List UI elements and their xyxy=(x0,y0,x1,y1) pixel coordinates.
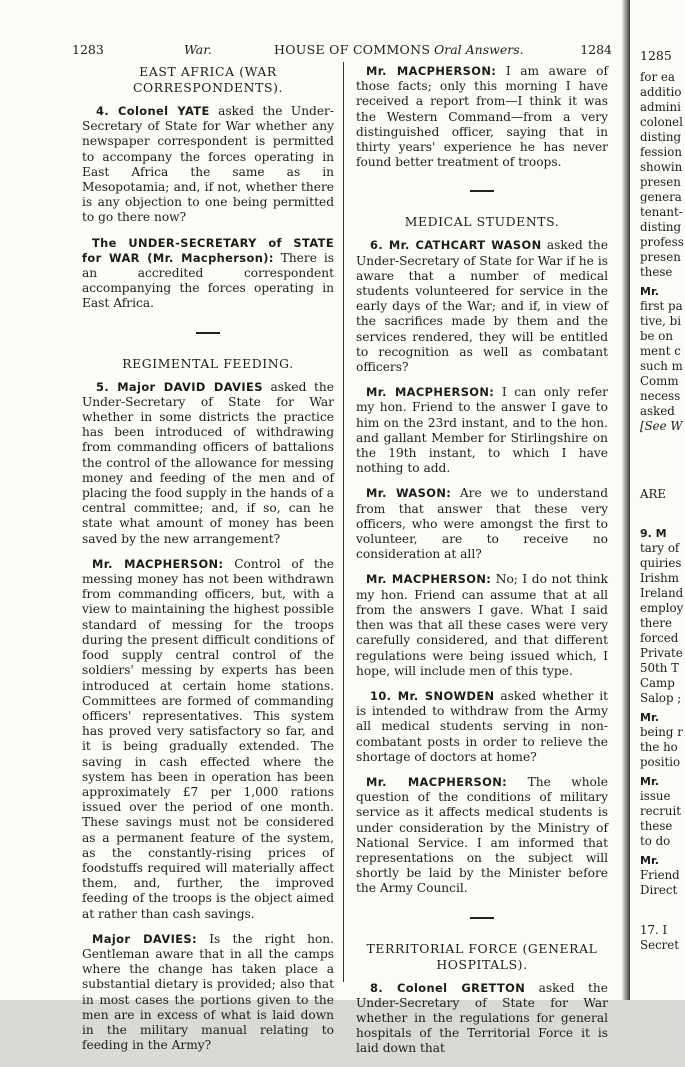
next-page-line: quiries xyxy=(640,556,682,570)
next-page-line: Private xyxy=(640,646,683,660)
next-page-number: 1285 xyxy=(640,48,672,63)
speaker-name: Mr. MACPHERSON: xyxy=(366,774,508,789)
next-page-line: Secret xyxy=(640,938,680,952)
paragraph-text: There is an accredited correspondent accompanying the forces operating in East Africa. xyxy=(82,250,334,311)
next-page-line: for ea xyxy=(640,70,675,84)
paragraph-text: The whole question of the conditions of military service as it affects medical students is under consideration by the Ministry of National Service. I am informed that representations on the subject will shortly be laid by the Minister before the Army Council. xyxy=(356,774,608,896)
paragraph-text: asked the Under-Secretary of State for War whether any newspaper correspondent is permitted to accompany the forces operating in East Africa the same as in Mesopotamia; and, if not, whether there is any objection to one being permitted to go there now? xyxy=(82,104,334,225)
running-title-oral: Oral Answers. xyxy=(434,42,524,57)
paragraph-text: Are we to understand from that answer that these very officers, who were amongst the first to volunteer, are to receive no consideration at all? xyxy=(356,486,608,562)
speaker-name: 4. Colonel YATE xyxy=(96,104,210,118)
question-paragraph xyxy=(356,981,608,1057)
next-page-line: being r xyxy=(640,725,683,739)
section-rule xyxy=(196,332,220,334)
next-page-line: Mr. xyxy=(640,854,659,867)
answer-paragraph xyxy=(356,385,608,476)
page-number-left: 1283 xyxy=(72,42,104,57)
next-page-line: Comm xyxy=(640,374,679,388)
next-page-line: Mr. xyxy=(640,775,659,788)
running-title-war: War. xyxy=(184,42,212,57)
next-page-line: 17. I xyxy=(640,923,668,937)
paragraph-text: asked the Under-Secretary of State for War whether in some districts the practice has been introduced of withdrawing from commanding officers of battalions the control of the allowance for messing money and feeding of the men and of placing the food supply in the hands of a central committee; and, if so, can he state what amount of money has been saved by the new arrangement? xyxy=(82,379,334,546)
section-heading: MEDICAL STUDENTS. xyxy=(404,214,560,230)
next-page-line: these xyxy=(640,265,673,279)
next-page-line: genera xyxy=(640,190,682,204)
speaker-name: 5. Major DAVID DAVIES xyxy=(96,379,263,394)
answer-paragraph xyxy=(82,557,334,922)
next-page-fragment xyxy=(630,0,685,1000)
next-page-line: 9. M xyxy=(640,527,667,540)
next-page-line: additio xyxy=(640,85,682,99)
next-page-line: profess xyxy=(640,235,684,249)
paragraph-text: Control of the messing money has not been withdrawn from commanding officers, but, with a view to maintaining the highest possible standard of messing for the troops during the present difficult conditions of food supply central control of the soldiers' messing by experts has been introduced at certain home stations. Committees are formed of commanding officers' representatives. This system has proved very satisfactory so far, and it is being gradually extended. The saving in cash effected where the system has been in operation has been approximately £7 per 1,000 rations issued over the period of one month. These savings must not be considered as a permanent feature of the system, as the constantly-rising prices of foodstuffs required will materially affect them, and, further, the improved feeding of the troops is the object aimed at rather than cash savings. xyxy=(82,556,335,921)
next-page-line: presen xyxy=(640,250,681,264)
paragraph-text: I can only refer my hon. Friend to the answer I gave to him on the 23rd instant, and to the hon. and gallant Member for Stirlingshire on the 19th instant, to which I have nothing to add. xyxy=(356,385,609,476)
next-page-line: be on xyxy=(640,329,673,343)
paragraph-text: asked the Under-Secretary of State for War if he is aware that a number of medical students volunteered for service in the early days of the War; and if, in view of the sacrifices made by them and the services rendered, they will be entitled to recognition as well as combatant officers? xyxy=(356,238,608,375)
answer-paragraph xyxy=(356,572,608,678)
next-page-line: there xyxy=(640,616,672,630)
question-paragraph xyxy=(82,104,334,226)
next-page-line: disting xyxy=(640,220,682,234)
speaker-name: Mr. MACPHERSON: xyxy=(366,385,495,400)
question-paragraph xyxy=(356,238,608,375)
answer-paragraph xyxy=(356,64,608,170)
next-page-line: to do xyxy=(640,834,671,848)
right-column xyxy=(356,64,608,1067)
next-page-line: Direct xyxy=(640,883,678,897)
question-paragraph xyxy=(356,689,608,765)
paragraph-text: I am aware of those facts; only this morning I have received a report from—I think it was the Western Command—from a very distinguished officer, saying that in thirty years' experience he has never found better treatment of troops. xyxy=(356,64,608,170)
speaker-name: The UNDER-SECRETARY of STATE for WAR (Mr. Macpherson): xyxy=(82,235,334,265)
answer-paragraph xyxy=(356,775,608,897)
column-divider xyxy=(343,62,344,982)
next-page-line: Mr. xyxy=(640,285,659,298)
section-heading: EAST AFRICA (WAR CORRESPONDENTS). xyxy=(132,64,284,95)
paragraph-text: asked the Under-Secretary of State for War whether in the regulations for general hospitals of the Territorial Force it is laid down that xyxy=(356,980,608,1056)
next-page-line: presen xyxy=(640,175,681,189)
left-column xyxy=(82,64,334,1063)
next-page-line: first pa xyxy=(640,299,683,313)
next-page-line: recruit xyxy=(640,804,681,818)
speaker-name: Mr. MACPHERSON: xyxy=(366,64,497,78)
paragraph-text: No; I do not think my hon. Friend can assume that at all from the answers I gave. What I said then was that all these cases were very carefully considered, and that different regulations were being issued which, I hope, will include men of this type. xyxy=(356,572,609,678)
section-heading: REGIMENTAL FEEDING. xyxy=(122,355,294,371)
speaker-name: 6. Mr. CATHCART WASON xyxy=(370,238,542,253)
section-rule xyxy=(470,190,494,192)
next-page-line: Irishm xyxy=(640,571,679,585)
next-page-line: Mr. xyxy=(640,711,659,724)
next-page-line: ARE xyxy=(640,487,667,501)
next-page-line: issue xyxy=(640,789,671,803)
next-page-line: showin xyxy=(640,160,683,174)
running-title-house: HOUSE OF COMMONS xyxy=(274,42,431,57)
next-page-line: necess xyxy=(640,389,681,403)
next-page-line: Friend xyxy=(640,868,680,882)
next-page-line: tenant- xyxy=(640,205,683,219)
next-page-line: admini xyxy=(640,100,681,114)
next-page-line: fession xyxy=(640,145,682,159)
next-page-line: disting xyxy=(640,130,682,144)
next-page-line: Camp xyxy=(640,676,675,690)
next-page-line: 50th T xyxy=(640,661,679,675)
speaker-name: Mr. WASON: xyxy=(366,486,452,501)
next-page-line: such m xyxy=(640,359,683,373)
next-page-line: forced xyxy=(640,631,679,645)
question-paragraph xyxy=(82,380,334,547)
paragraph-text: Is the right hon. Gentleman aware that in all the camps where the change has taken place a substantial dietary is provided; also that in most cases the portions given to the men are in excess of what is laid down in the military manual relating to feeding in the Army? xyxy=(82,931,335,1053)
speaker-name: 8. Colonel GRETTON xyxy=(370,980,526,995)
speaker-name: Mr. MACPHERSON: xyxy=(92,556,224,571)
speaker-name: Major DAVIES: xyxy=(92,931,197,946)
answer-paragraph xyxy=(356,486,608,562)
next-page-line: colonel xyxy=(640,115,683,129)
section-rule xyxy=(470,917,494,919)
running-header xyxy=(72,42,612,60)
next-page-line: positio xyxy=(640,755,681,769)
next-page-line: Salop ; xyxy=(640,691,682,705)
paragraph-text: asked whether it is intended to withdraw from the Army all medical students serving in non-combatant posts in order to relieve the shortage of doctors at home? xyxy=(356,688,608,764)
answer-paragraph xyxy=(82,932,334,1054)
next-page-line: Ireland xyxy=(640,586,684,600)
section-heading: TERRITORIAL FORCE (GENERAL HOSPITALS). xyxy=(366,940,598,972)
next-page-line: ment c xyxy=(640,344,681,358)
next-page-line: asked xyxy=(640,404,675,418)
next-page-line: tive, bi xyxy=(640,314,681,328)
next-page-line: these xyxy=(640,819,673,833)
next-page-line: tary of xyxy=(640,541,680,555)
next-page-line: [See W xyxy=(640,419,683,433)
speaker-name: Mr. MACPHERSON: xyxy=(366,572,492,587)
book-gutter xyxy=(622,0,630,1000)
answer-paragraph xyxy=(82,236,334,312)
next-page-line: the ho xyxy=(640,740,678,754)
speaker-name: 10. Mr. SNOWDEN xyxy=(370,688,495,703)
next-page-line: employ xyxy=(640,601,684,615)
page-number-right: 1284 xyxy=(580,42,612,57)
